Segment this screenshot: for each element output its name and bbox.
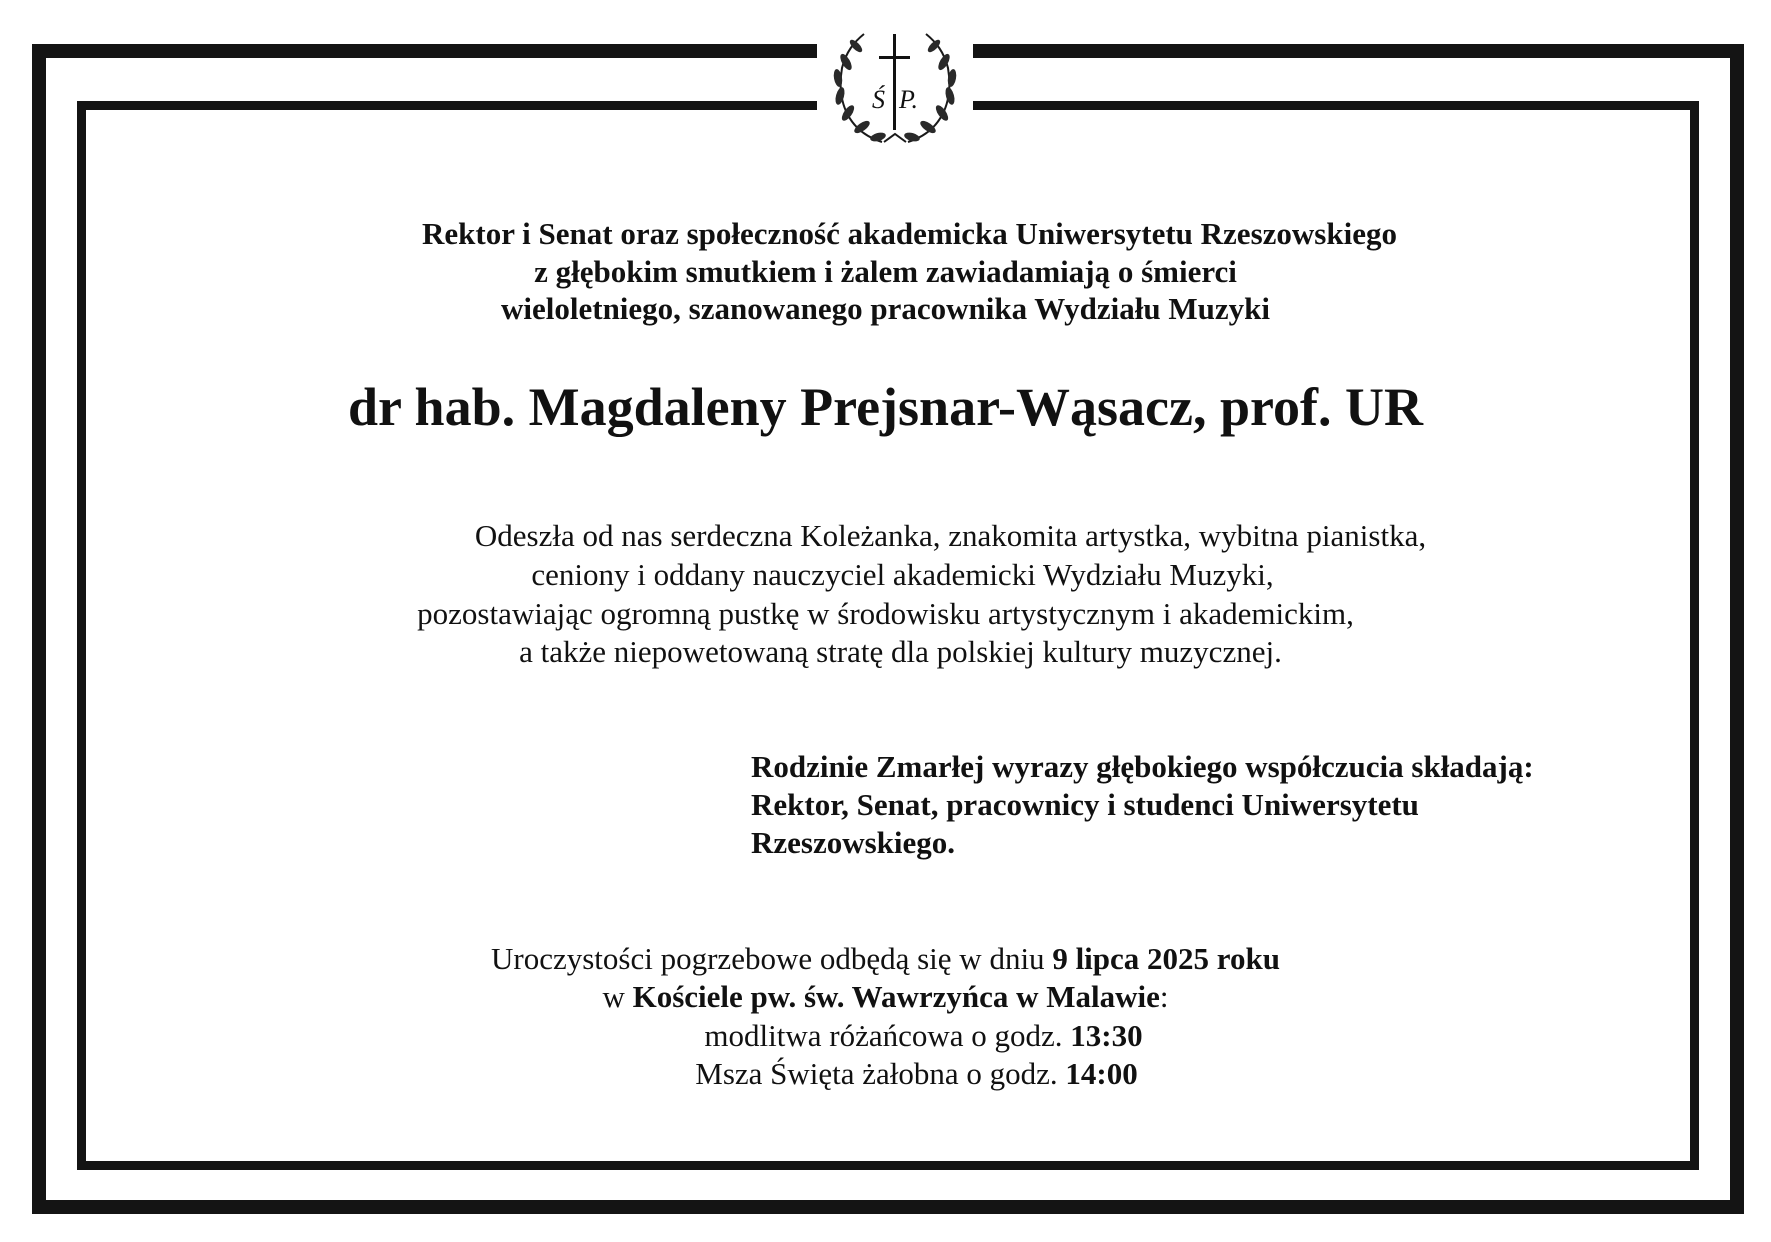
funeral-place: Kościele pw. św. Wawrzyńca w Malawie <box>632 979 1160 1015</box>
funeral-place-prefix: w <box>602 979 633 1015</box>
funeral-line-2 <box>0 978 1771 1016</box>
emblem-letter-left: Ś <box>872 85 885 114</box>
condolences-line-3: Rzeszowskiego. <box>751 824 956 860</box>
intro-line-3: wieloletniego, szanowanego pracownika Wydziału Muzyki <box>501 291 1270 326</box>
tribute-text <box>0 517 1771 672</box>
cross-wreath-emblem <box>822 20 968 152</box>
rosary-label: modlitwa różańcowa o godz. <box>704 1017 1071 1053</box>
intro-line-2: z głębokim smutkiem i żalem zawiadamiają o śmierci <box>534 253 1237 289</box>
deceased-name: dr hab. Magdaleny Prejsnar-Wąsacz, prof. UR <box>348 377 1423 437</box>
tribute-line-2: ceniony i oddany nauczyciel akademicki Wydziału Muzyki, <box>531 556 1274 592</box>
funeral-line-4 <box>0 1055 1771 1093</box>
mass-time: 14:00 <box>1065 1056 1138 1092</box>
funeral-line-1 <box>0 940 1771 978</box>
intro-line-1: Rektor i Senat oraz społeczność akademicka Uniwersytetu Rzeszowskiego <box>422 216 1397 251</box>
funeral-date: 9 lipca 2025 roku <box>1052 941 1280 976</box>
condolences-line-1: Rodzinie Zmarłej wyrazy głębokiego współczucia składają: <box>751 749 1534 784</box>
mass-label: Msza Święta żałobna o godz. <box>695 1056 1066 1092</box>
funeral-line-3 <box>0 1017 1771 1055</box>
funeral-details <box>0 940 1771 1094</box>
announcement-intro <box>0 215 1771 328</box>
condolences <box>751 748 1534 861</box>
tribute-line-1: Odeszła od nas serdeczna Koleżanka, znakomita artystka, wybitna pianistka, <box>474 518 1427 553</box>
tribute-line-3: pozostawiając ogromną pustkę w środowisku artystycznym i akademickim, <box>417 595 1354 631</box>
emblem-letter-right: P. <box>899 85 919 114</box>
condolences-line-2: Rektor, Senat, pracownicy i studenci Uniwersytetu <box>751 786 1419 822</box>
funeral-place-suffix: : <box>1159 979 1169 1015</box>
tribute-line-4: a także niepowetowaną stratę dla polskiej kultury muzycznej. <box>519 634 1282 670</box>
funeral-intro-text: Uroczystości pogrzebowe odbędą się w dniu <box>491 941 1053 976</box>
rosary-time: 13:30 <box>1070 1017 1143 1053</box>
